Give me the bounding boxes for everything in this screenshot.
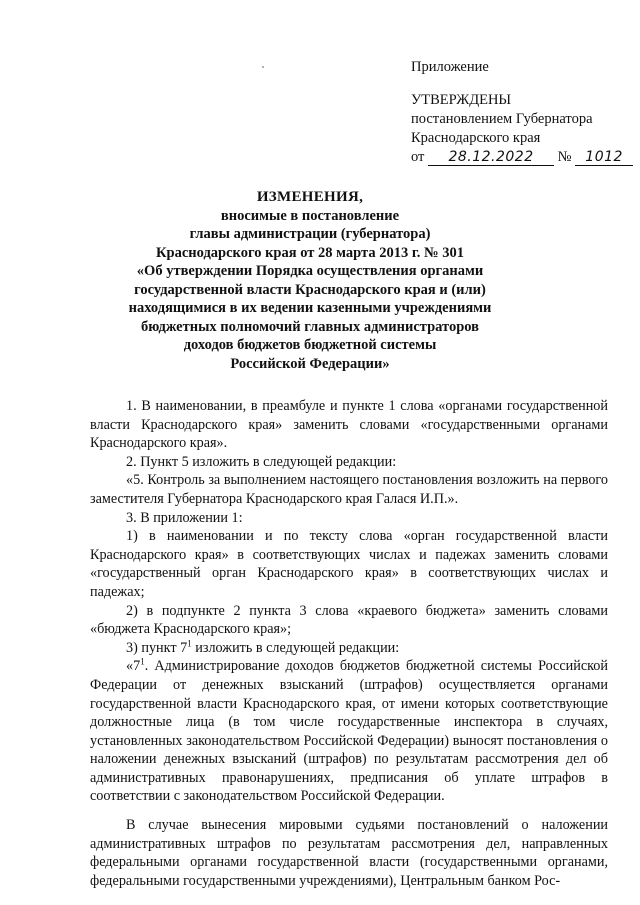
paragraph-item-5-text: «5. Контроль за выполнением настоящего постановления возложить на первого заместителя Губернатора Краснодарского края Галася И.П.». [90, 472, 608, 507]
title-line: государственной власти Краснодарского края и (или) [134, 281, 486, 298]
document-body [90, 397, 608, 890]
title-line: Краснодарского края от 28 марта 2013 г. № 301 [156, 244, 464, 261]
paragraph-subitem-3: 3) пункт $7^1$ изложить в следующей редакции: [126, 637, 400, 656]
decree-date: 28.12.2022 [428, 150, 554, 166]
paragraph-subitem-2: 2) в подпункте 2 пункта 3 слова «краевого бюджета» заменить словами «бюджета Краснодарского края»; [90, 602, 608, 638]
title-line: «Об утверждении Порядка осуществления органами [136, 263, 484, 279]
paragraph-item-3: 3. В приложении 1: [126, 509, 243, 526]
decree-number: 1012 [575, 150, 633, 166]
title-heading: ИЗМЕНЕНИЯ, [256, 189, 364, 205]
decree-reference-line [411, 148, 633, 167]
scan-artifact [262, 66, 264, 68]
approval-stamp-block [411, 58, 633, 167]
approved-by-region: Краснодарского края [411, 130, 541, 146]
title-line: бюджетных полномочий главных администраторов [141, 318, 479, 335]
approved-label: УТВЕРЖДЕНЫ [411, 92, 512, 108]
title-line: доходов бюджетов бюджетной системы [183, 337, 437, 353]
appendix-label: Приложение [411, 59, 489, 75]
title-line: главы администрации (губернатора) [189, 226, 431, 242]
title-line: вносимые в постановление [220, 207, 400, 224]
approved-by-line: постановлением Губернатора [411, 111, 593, 127]
title-line: Российской Федерации» [230, 355, 390, 372]
number-label: № [557, 149, 572, 165]
paragraph-item-1: 1. В наименовании, в преамбуле и пункте 1 слова «органами государственной власти Краснодарского края» заменить словами «государственными органами Краснодарского края». [90, 398, 608, 452]
paragraph-court-case: В случае вынесения мировыми судьями постановлений о наложении административных штрафов по результатам рассмотрения дел, направленных федеральными органами государственной власти (государственными органами, федеральными государственными учреждениями), Центральным банком Рос- [90, 817, 608, 889]
from-label: от [411, 149, 425, 165]
paragraph-item-2: 2. Пункт 5 изложить в следующей редакции: [126, 453, 397, 470]
title-line: находящимися в их ведении казенными учреждениями [128, 300, 492, 316]
paragraph-item-7-1-text: «$7^1$. Администрирование доходов бюджетов бюджетной системы Российской Федерации от денежных взысканий (штрафов) осуществляется органами государственной власти Краснодарского края, от имени которых соответствующие должностные лица (в том числе государственные инспектора в случаях, установленных законодательством Российской Федерации) выносят постановления о наложении денежных взысканий (штрафов) по результатам рассмотрения дел об административных правонарушениях, предписания об уплате штрафов в соответствии с законодательством Российской Федерации. [90, 656, 608, 805]
paragraph-subitem-1: 1) в наименовании и по тексту слова «орган государственной власти Краснодарского края» в соответствующих числах и падежах заменить словами «государственный орган Краснодарского края» в соответствующих числах и падежах; [90, 528, 608, 600]
document-title [90, 188, 530, 373]
